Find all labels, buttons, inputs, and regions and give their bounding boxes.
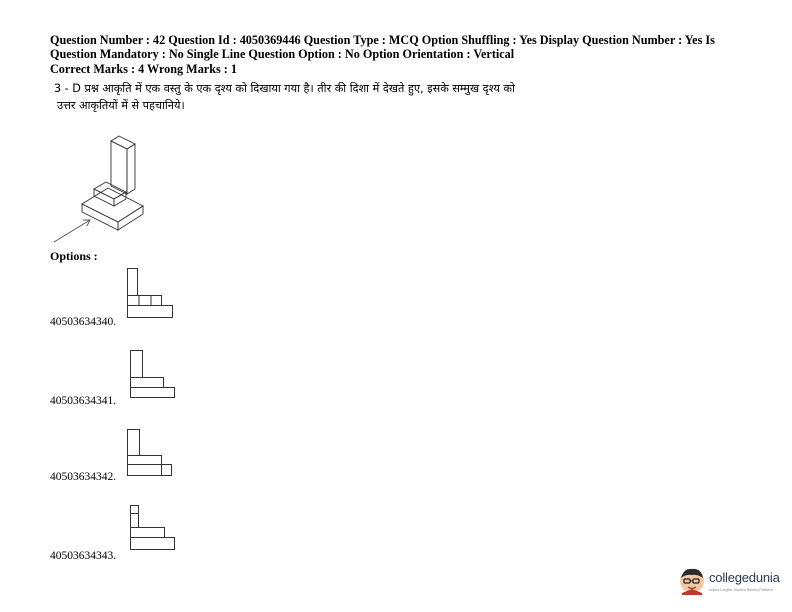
logo-wordmark: collegedunia	[709, 570, 780, 585]
question-line-2: उत्तर आकृतियों में से पहचानिये।	[57, 99, 185, 112]
option-4-id: 40503634343.	[50, 550, 117, 562]
metadata-marks: Correct Marks : 4 Wrong Marks : 1	[50, 61, 237, 76]
mascot-icon	[678, 567, 706, 595]
metadata-line-2: Question Mandatory : No Single Line Question Option : No Option Orientation : Vertical	[50, 47, 515, 62]
question-3d-figure	[48, 128, 188, 244]
option-1-figure	[127, 268, 175, 320]
option-3-figure	[127, 429, 177, 479]
logo-tagline: India's Largest Student Review Platform	[709, 588, 773, 592]
option-4-figure	[127, 505, 177, 555]
question-line-1: 3 - D प्रश्न आकृति में एक वस्तु के एक दृश्य को दिखाया गया है। तीर की दिशा में देखते हुए, इसके सम्मुख दृश्य को	[54, 82, 515, 95]
question-text	[54, 80, 674, 114]
option-2-id: 40503634341.	[50, 395, 117, 407]
metadata-line-1: Question Number : 42 Question Id : 4050369446 Question Type : MCQ Option Shuffling : Yes Display Question Number : Yes Is	[50, 33, 715, 47]
option-2-figure	[127, 350, 177, 400]
options-label: Options :	[50, 249, 98, 263]
option-3-id: 40503634342.	[50, 471, 117, 483]
collegedunia-logo	[678, 564, 790, 598]
option-1-id: 40503634340.	[50, 316, 117, 328]
question-metadata	[50, 33, 750, 76]
